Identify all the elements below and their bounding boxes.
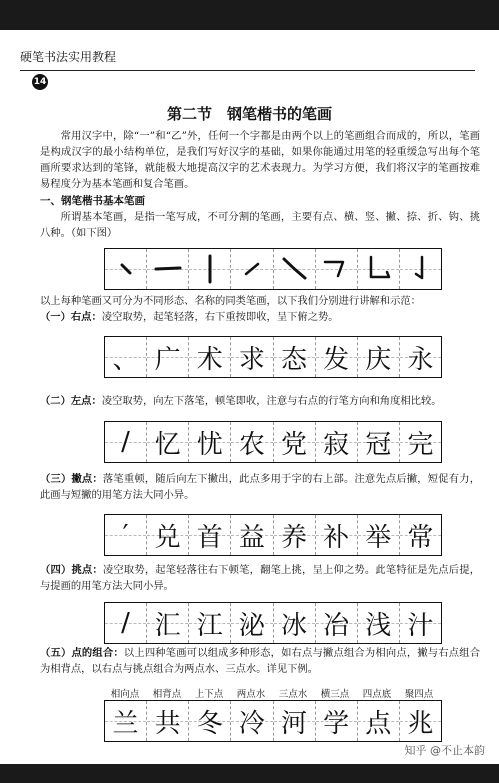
combo-label: 上下点 bbox=[194, 689, 224, 700]
example-cell bbox=[274, 701, 316, 741]
intro-paragraph: 常用汉字中，除“一”和“乙”外，任何一个字都是由两个以上的笔画组合而成的，所以，笔画是构成汉字的最小结构单位，是我们写好汉字的基础，如果你能通过用笔的轻重缓急写出每个笔画所要求达到的笔锋，就能极大地提高汉字的艺术表现力。为学习方便，我们将汉字的笔画按难易程度分为基本笔画和复合笔画。 bbox=[40, 130, 480, 190]
example-cell bbox=[358, 701, 400, 741]
example-char: 举 bbox=[365, 522, 392, 553]
example-char: 冷 bbox=[238, 708, 265, 739]
example-char: 学 bbox=[323, 708, 350, 739]
example-cell bbox=[316, 422, 358, 462]
dot-stroke-icon bbox=[111, 254, 141, 284]
example-char: 忧 bbox=[196, 429, 223, 460]
example-char: 术 bbox=[196, 344, 223, 375]
vertical-hook-stroke-icon bbox=[405, 254, 435, 284]
example-cell bbox=[105, 337, 147, 377]
example-cell bbox=[274, 422, 316, 462]
combo-label: 相向点 bbox=[110, 689, 140, 700]
example-char: 河 bbox=[281, 708, 308, 739]
example-char: 党 bbox=[281, 429, 308, 460]
rising-dot-text: 凌空取势，起笔轻落往右下顿笔，翻笔上挑，呈上仰之势。此笔特征是先点后提，与提画的用笔方法大同小异。 bbox=[40, 564, 481, 592]
example-char: 浅 bbox=[365, 610, 392, 641]
example-cell bbox=[316, 515, 358, 555]
example-cell bbox=[316, 603, 358, 643]
header-rule bbox=[20, 70, 475, 71]
throw-dot-description bbox=[40, 471, 480, 503]
example-cell bbox=[105, 603, 147, 643]
example-char: / bbox=[121, 608, 130, 638]
combo-labels-row bbox=[104, 686, 440, 700]
example-cell bbox=[358, 603, 400, 643]
right-dot-text: 凌空取势，起笔轻落，右下重按即收，呈下俯之势。 bbox=[101, 311, 339, 323]
stroke-cell bbox=[189, 249, 231, 289]
example-char: / bbox=[121, 427, 130, 457]
throw-dot-text: 落笔重顿，随后向左下撇出，此点多用于字的右上部。注意先点后撇，短促有力，此画与短撇的用笔方法大同小异。 bbox=[40, 473, 481, 501]
left-dot-text: 凌空取势，向左下落笔，顿笔即收，注意与右点的行笔方向和角度相比较。 bbox=[101, 395, 442, 407]
example-char: 常 bbox=[407, 522, 434, 553]
example-cell bbox=[400, 337, 441, 377]
basic-strokes-text: 所谓基本笔画，是指一笔写成，不可分割的笔画，主要有点、横、竖、撇、捺、折、钩、挑八种。（如下图） bbox=[40, 211, 480, 239]
right-falling-stroke-icon bbox=[279, 254, 309, 284]
example-cell bbox=[316, 337, 358, 377]
example-char: 首 bbox=[196, 522, 223, 553]
combo-label: 横三点 bbox=[320, 689, 350, 700]
stroke-cell bbox=[105, 249, 147, 289]
example-char: 补 bbox=[323, 522, 350, 553]
example-char: ′ bbox=[122, 520, 129, 550]
example-cell bbox=[358, 337, 400, 377]
example-cell bbox=[400, 515, 441, 555]
dot-combo-text: 以上四种笔画可以组成多种形态，如右点与撇点组合为相向点，撇与右点组合为相背点，以右点与挑点组合为两点水、三点水。详见下例。 bbox=[40, 647, 481, 675]
example-cell bbox=[274, 603, 316, 643]
example-cell bbox=[231, 603, 273, 643]
stroke-cell bbox=[231, 249, 273, 289]
example-cell bbox=[189, 603, 231, 643]
book-title: 硬笔书法实用教程 bbox=[20, 50, 117, 64]
example-cell bbox=[316, 701, 358, 741]
example-cell bbox=[189, 701, 231, 741]
example-char: 点 bbox=[365, 708, 392, 739]
example-cell bbox=[105, 422, 147, 462]
rising-dot-label: （四）挑点： bbox=[40, 564, 103, 576]
section-title: 第二节 钢笔楷书的笔画 bbox=[166, 105, 332, 123]
left-dot-label: （二）左点： bbox=[40, 395, 102, 407]
rising-stroke-icon bbox=[237, 254, 267, 284]
example-char: 兰 bbox=[112, 708, 139, 739]
right-dot-label: （一）右点： bbox=[40, 311, 102, 323]
example-char: 完 bbox=[407, 429, 434, 460]
example-char: 冠 bbox=[365, 429, 392, 460]
example-char: 广 bbox=[154, 344, 181, 375]
example-char: 汇 bbox=[154, 610, 181, 641]
example-cell bbox=[105, 701, 147, 741]
example-char: 农 bbox=[238, 429, 265, 460]
subsection-heading: 一、钢笔楷书基本笔画 bbox=[40, 195, 145, 207]
stroke-cell bbox=[400, 249, 441, 289]
example-cell bbox=[189, 337, 231, 377]
example-char: 养 bbox=[281, 522, 308, 553]
dot-combo-examples bbox=[104, 700, 442, 742]
stroke-cell bbox=[316, 249, 358, 289]
left-dot-examples bbox=[104, 421, 442, 463]
example-cell bbox=[147, 337, 189, 377]
example-char: 态 bbox=[281, 344, 308, 375]
example-cell bbox=[274, 515, 316, 555]
example-char: 发 bbox=[323, 344, 350, 375]
example-cell bbox=[231, 337, 273, 377]
example-char: 冰 bbox=[281, 610, 308, 641]
watermark: 知乎 @不止本韵 bbox=[404, 744, 485, 757]
example-char: 忆 bbox=[154, 429, 181, 460]
example-char: 益 bbox=[238, 522, 265, 553]
example-char: 冶 bbox=[323, 610, 350, 641]
combo-label: 两点水 bbox=[236, 689, 266, 700]
transition-text: 以上每种笔画又可分为不同形态、名称的同类笔画，以下我们分别进行讲解和示范： bbox=[40, 295, 421, 307]
example-cell bbox=[358, 422, 400, 462]
example-cell bbox=[400, 701, 441, 741]
page-number-badge: 14 bbox=[32, 74, 48, 90]
throw-dot-label: （三）撇点： bbox=[40, 473, 103, 485]
left-dot-description bbox=[40, 393, 480, 409]
combo-label: 四点底 bbox=[362, 689, 392, 700]
example-char: 寂 bbox=[323, 429, 350, 460]
example-cell bbox=[400, 422, 441, 462]
example-cell bbox=[231, 515, 273, 555]
stroke-cell bbox=[274, 249, 316, 289]
example-char: 永 bbox=[407, 344, 434, 375]
example-cell bbox=[147, 515, 189, 555]
combo-label: 相背点 bbox=[152, 689, 182, 700]
example-char: 共 bbox=[154, 708, 181, 739]
right-dot-description bbox=[40, 309, 480, 325]
example-cell bbox=[274, 337, 316, 377]
example-cell bbox=[147, 422, 189, 462]
example-cell bbox=[358, 515, 400, 555]
example-char: 冬 bbox=[196, 708, 223, 739]
example-cell bbox=[105, 515, 147, 555]
stroke-cell bbox=[147, 249, 189, 289]
stroke-cell bbox=[358, 249, 400, 289]
top-dark-band bbox=[0, 0, 499, 30]
example-char: 庆 bbox=[365, 344, 392, 375]
example-cell bbox=[400, 603, 441, 643]
dot-combo-label: （五）点的组合： bbox=[40, 647, 124, 659]
example-cell bbox=[189, 422, 231, 462]
bend-hook-stroke-icon bbox=[363, 254, 393, 284]
example-char: 兑 bbox=[154, 522, 181, 553]
example-cell bbox=[231, 422, 273, 462]
example-char: 兆 bbox=[407, 708, 434, 739]
bottom-dark-band bbox=[0, 764, 499, 783]
example-char: 汁 bbox=[407, 610, 434, 641]
horizontal-stroke-icon bbox=[153, 254, 183, 284]
right-dot-examples bbox=[104, 336, 442, 378]
example-char: 江 bbox=[196, 610, 223, 641]
combo-label: 聚四点 bbox=[404, 689, 434, 700]
rising-dot-description bbox=[40, 562, 480, 594]
example-char: 求 bbox=[238, 344, 265, 375]
rising-dot-examples bbox=[104, 602, 442, 644]
example-char: 泌 bbox=[238, 610, 265, 641]
example-cell bbox=[189, 515, 231, 555]
turning-stroke-icon bbox=[321, 254, 351, 284]
example-cell bbox=[231, 701, 273, 741]
example-cell bbox=[147, 701, 189, 741]
throw-dot-examples bbox=[104, 514, 442, 556]
basic-strokes-row bbox=[104, 248, 442, 290]
combo-label: 三点水 bbox=[278, 689, 308, 700]
dot-combo-description bbox=[40, 645, 480, 677]
example-cell bbox=[147, 603, 189, 643]
example-char: 、 bbox=[112, 344, 139, 375]
vertical-stroke-icon bbox=[195, 254, 225, 284]
